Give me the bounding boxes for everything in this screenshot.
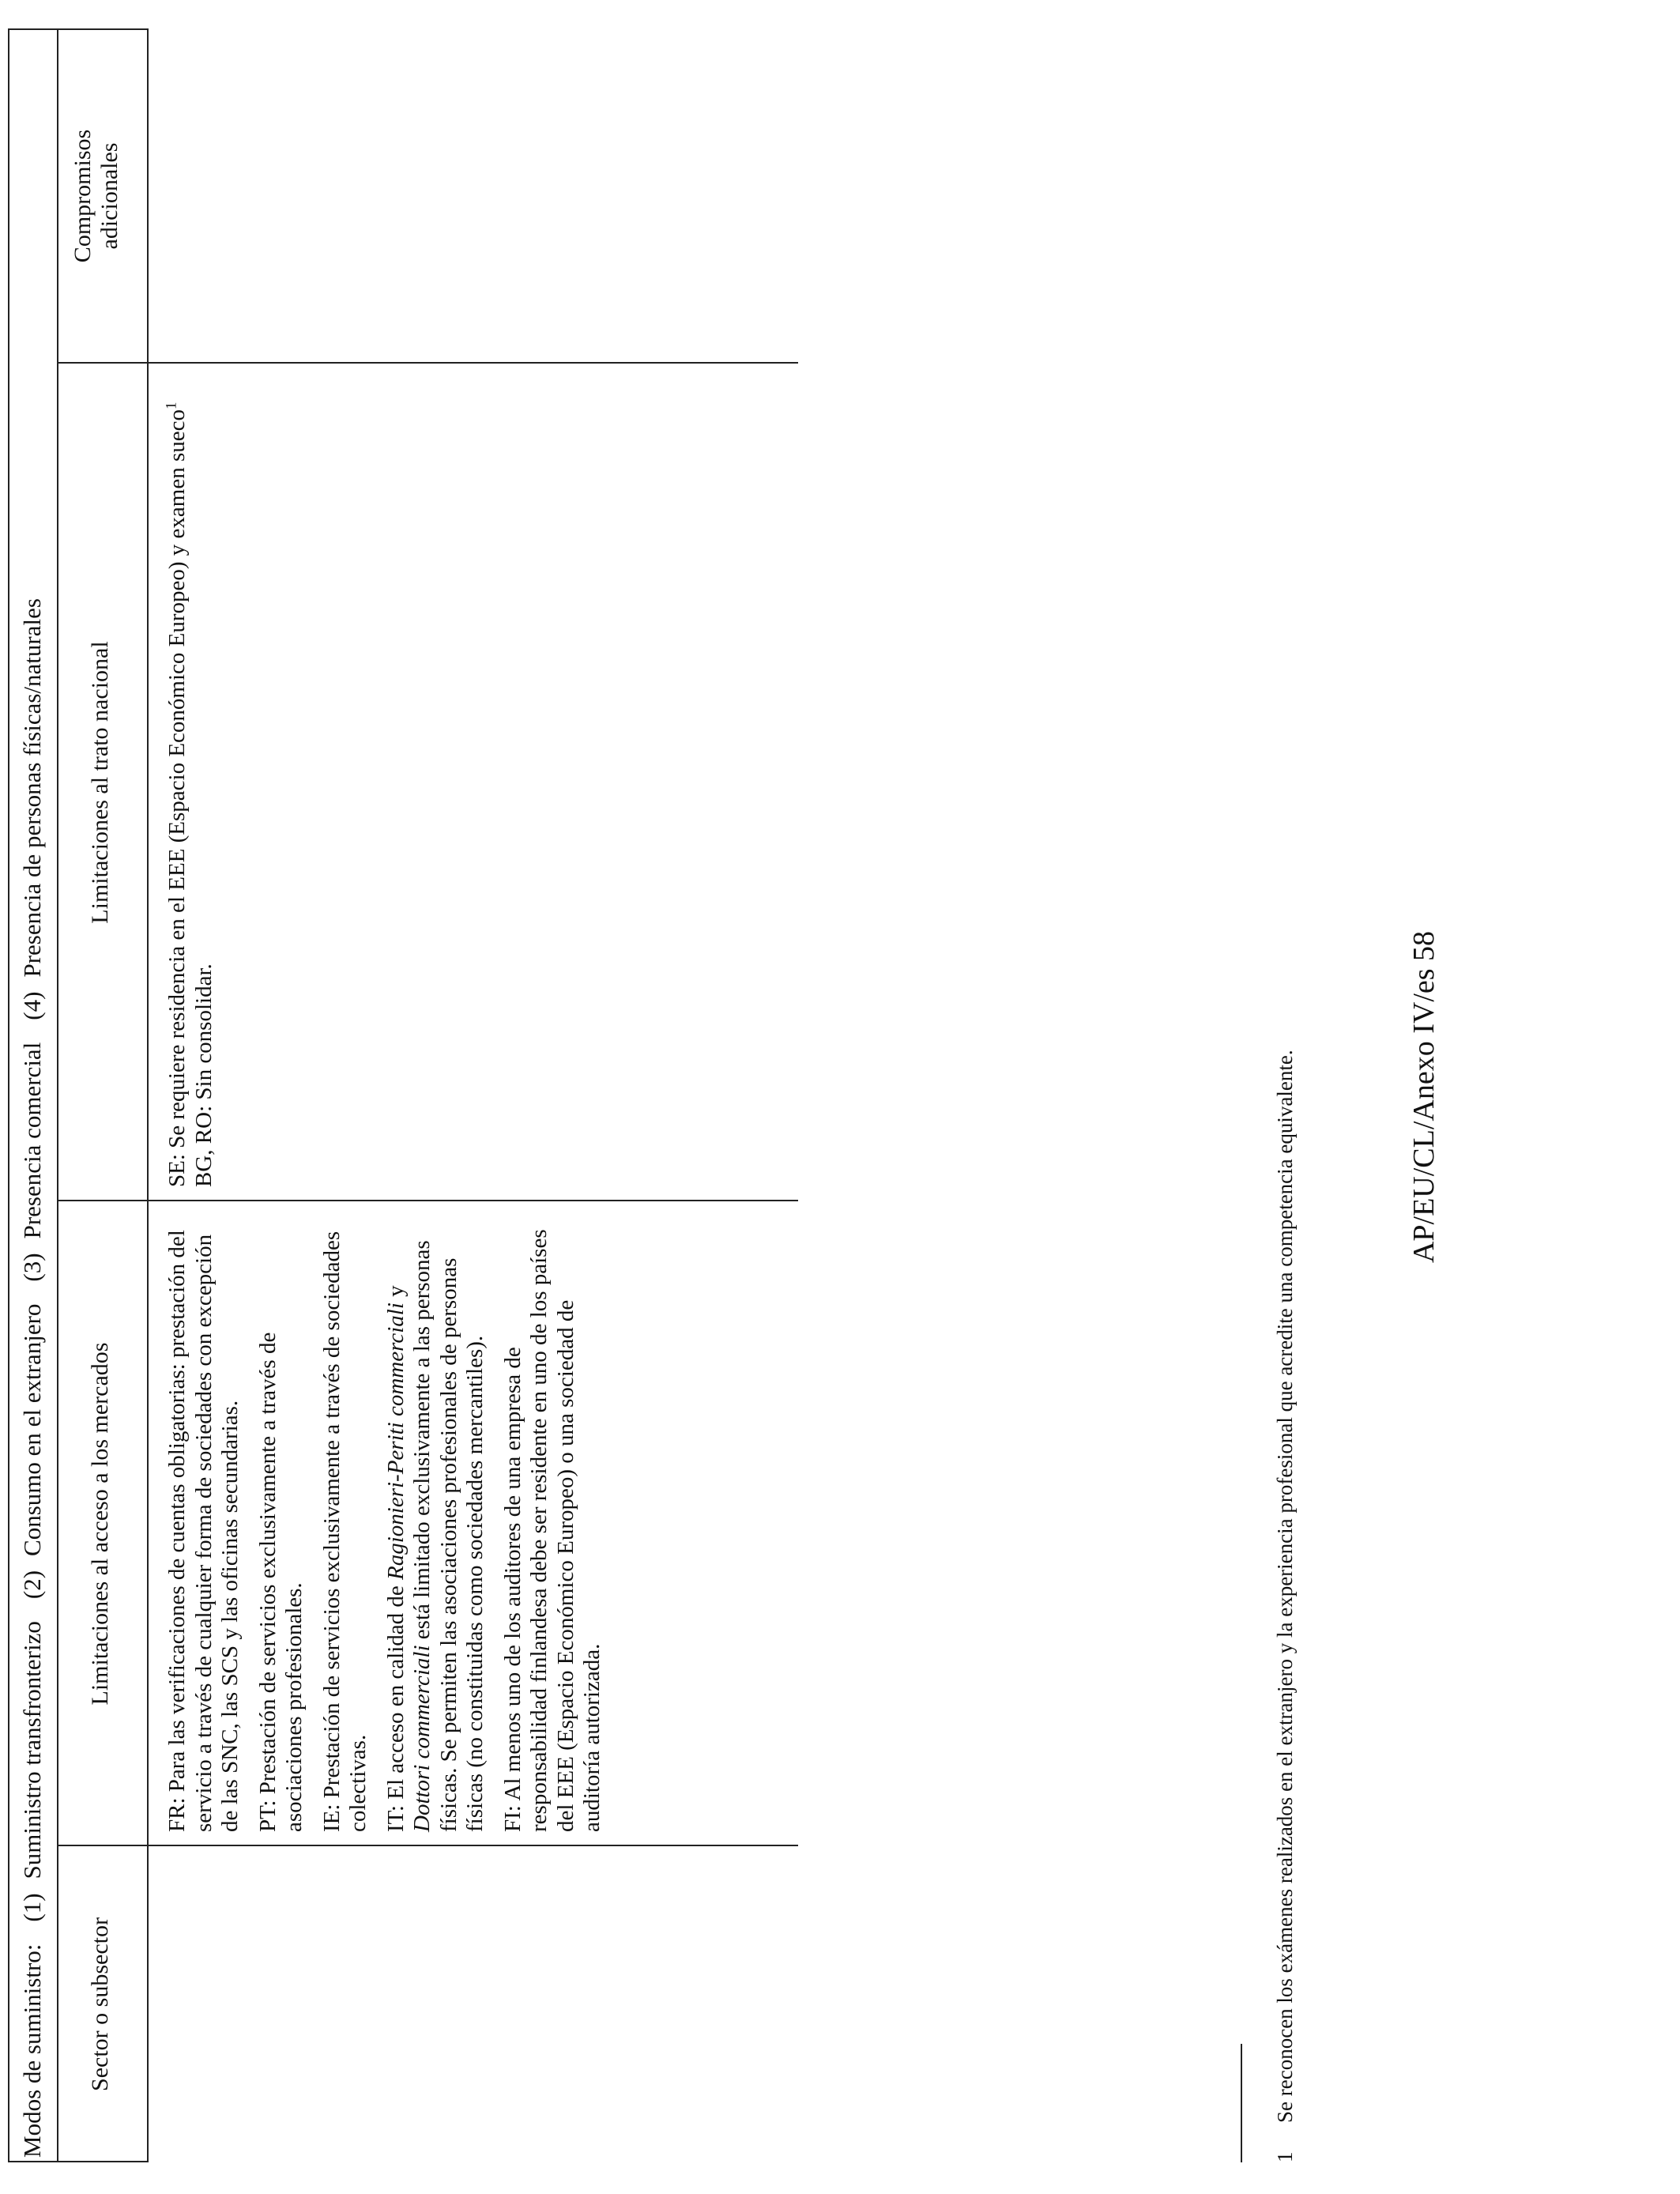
- market-access-it-part-1: IT: El acceso en calidad de: [382, 1580, 409, 1832]
- mode-3-num: (3): [18, 1253, 46, 1282]
- header-bottom-rule: [147, 28, 149, 2162]
- column-rule-2: [57, 1200, 798, 1201]
- market-access-it-part-2: y: [382, 1285, 409, 1303]
- footnote-rule: [1241, 2044, 1242, 2162]
- mode-1-num: (1): [18, 1893, 46, 1922]
- mode-2-label: Consumo en el extranjero: [18, 1303, 46, 1556]
- table-left-rule: [8, 2161, 147, 2162]
- national-treatment-se: [164, 373, 191, 1187]
- mode-1-label: Suministro transfronterizo: [18, 1621, 46, 1879]
- modes-bottom-rule: [57, 28, 58, 2162]
- header-sector: Sector o subsector: [87, 1917, 113, 2091]
- market-access-it-part-3: está limitado exclusivamente a las personas físicas. Se permiten las asociaciones profesionales de personas físicas (no constituidas como sociedades mercantiles).: [409, 1240, 488, 1832]
- national-treatment-cell: [164, 373, 217, 1187]
- modes-of-supply-row: [8, 28, 57, 2162]
- national-treatment-bg-ro: BG, RO: Sin consolidar.: [190, 963, 217, 1187]
- mode-2-num: (2): [18, 1570, 46, 1600]
- mode-3-label: Presencia comercial: [18, 1042, 46, 1239]
- modes-label: Modos de suministro:: [18, 1943, 46, 2158]
- header-national-treatment: Limitaciones al trato nacional: [87, 641, 113, 924]
- market-access-ie: IE: Prestación de servicios exclusivamente a través de sociedades colectivas.: [318, 1231, 371, 1832]
- column-rule-1: [57, 1845, 798, 1846]
- footnote-text: Se reconocen los exámenes realizados en el extranjero y la experiencia profesional que acredite una competencia equivalente.: [1273, 1050, 1297, 2123]
- table-top-rule: [8, 28, 9, 2162]
- market-access-pt: PT: Prestación de servicios exclusivamente a través de asociaciones profesionales.: [254, 1332, 307, 1832]
- footnote-reference: 1: [163, 401, 180, 409]
- footnote: [1272, 107, 1298, 2162]
- national-treatment-se-text: SE: Se requiere residencia en el EEE (Espacio Económico Europeo) y examen sueco: [164, 409, 190, 1187]
- market-access-it: [383, 1214, 489, 1832]
- market-access-fr: FR: Para las verificaciones de cuentas obligatorias: prestación del servicio a través de cualquier forma de sociedades con excepción de las SNC, las SCS y las oficinas secundarias.: [164, 1230, 243, 1832]
- footnote-number: 1: [1273, 2151, 1297, 2162]
- market-access-it-italic-1: Ragionieri-Periti commerciali: [382, 1302, 409, 1580]
- table-right-rule: [8, 28, 147, 30]
- market-access-it-italic-2: Dottori commerciali: [409, 1645, 435, 1832]
- header-additional-commitments: Compromisos adicionales: [70, 129, 122, 263]
- column-rule-3: [57, 362, 798, 364]
- mode-4-num: (4): [18, 991, 46, 1020]
- mode-4-label: Presencia de personas físicas/naturales: [18, 598, 46, 978]
- commitments-table: [8, 28, 798, 2162]
- document-reference: AP/EU/CL/Anexo IV/es 58: [1407, 930, 1441, 1264]
- market-access-fi: FI: Al menos uno de los auditores de una empresa de responsabilidad finlandesa debe ser residente en uno de los países del EEE (Espacio Económico Europeo) o una sociedad de auditoría autorizada.: [499, 1229, 605, 1832]
- header-market-access: Limitaciones al acceso a los mercados: [87, 1342, 113, 1706]
- market-access-cell: [164, 1214, 606, 1832]
